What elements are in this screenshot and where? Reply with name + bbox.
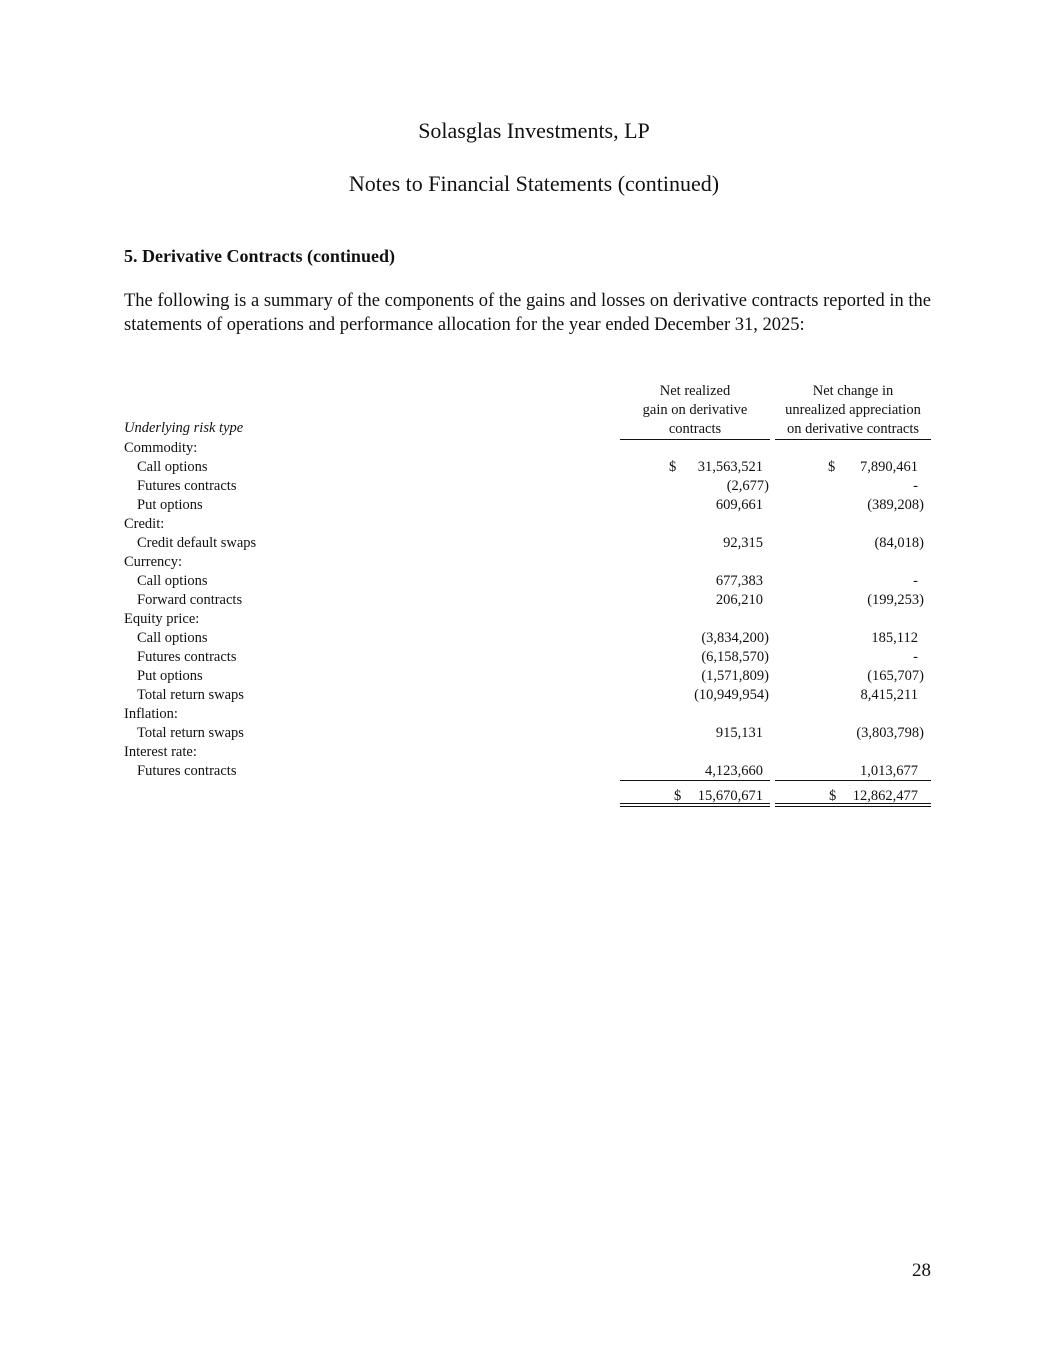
category-label: Commodity: — [124, 440, 198, 456]
section-heading: 5. Derivative Contracts (continued) — [124, 246, 395, 266]
realized-value: 609,661 — [715, 497, 763, 513]
col-header-unrealized-line: Net change in — [812, 383, 894, 399]
realized-value: 915,131 — [715, 725, 763, 741]
category-row — [124, 705, 931, 724]
table-row — [124, 534, 931, 553]
table-row — [124, 667, 931, 686]
summary-paragraph: The following is a summary of the components of the gains and losses on derivative contracts reported in the statements of operations and performance allocation for the year ended December 31, 2025: — [124, 291, 931, 335]
total-double-rule-realized — [620, 803, 770, 807]
col-header-realized — [620, 382, 770, 440]
subtotal-rule-unrealized — [775, 780, 931, 781]
category-row — [124, 743, 931, 762]
dollar-sign: $ — [828, 459, 836, 475]
realized-value: (1,571,809) — [701, 668, 769, 684]
col-header-realized-line: Net realized — [659, 383, 731, 399]
table-row — [124, 686, 931, 705]
unrealized-value: (165,707) — [867, 668, 924, 684]
instrument-label: Futures contracts — [137, 763, 237, 779]
instrument-label: Futures contracts — [137, 478, 237, 494]
risk-type-header: Underlying risk type — [124, 420, 244, 436]
unrealized-value: - — [913, 478, 918, 494]
table-row — [124, 648, 931, 667]
total-unrealized: 12,862,477 — [852, 788, 918, 804]
col-header-realized-line: gain on derivative — [642, 402, 748, 418]
instrument-label: Futures contracts — [137, 649, 237, 665]
realized-value: (3,834,200) — [701, 630, 769, 646]
page-number: 28 — [912, 1260, 931, 1281]
unrealized-value: 185,112 — [871, 630, 918, 646]
total-realized: 15,670,671 — [697, 788, 763, 804]
instrument-label: Forward contracts — [137, 592, 243, 608]
total-dollar-sign: $ — [829, 788, 837, 804]
category-row — [124, 515, 931, 534]
table-row — [124, 477, 931, 496]
table-row — [124, 724, 931, 743]
category-label: Currency: — [124, 554, 182, 570]
instrument-label: Call options — [137, 630, 208, 646]
table-row — [124, 591, 931, 610]
col-header-unrealized-line: unrealized appreciation — [785, 402, 921, 418]
total-dollar-sign: $ — [674, 788, 682, 804]
instrument-label: Call options — [137, 459, 208, 475]
unrealized-value: (84,018) — [874, 535, 924, 551]
instrument-label: Total return swaps — [137, 687, 244, 703]
realized-value: (10,949,954) — [694, 687, 769, 703]
document-subtitle: Notes to Financial Statements (continued) — [348, 171, 720, 196]
category-label: Interest rate: — [124, 744, 197, 760]
realized-value: 4,123,660 — [705, 763, 763, 779]
realized-value: (6,158,570) — [701, 649, 769, 665]
total-double-rule-unrealized — [775, 803, 931, 807]
category-label: Equity price: — [124, 611, 200, 627]
instrument-label: Total return swaps — [137, 725, 244, 741]
derivative-table-body — [124, 439, 931, 781]
instrument-label: Put options — [137, 668, 203, 684]
realized-value: (2,677) — [726, 478, 769, 494]
category-row — [124, 610, 931, 629]
unrealized-value: (3,803,798) — [856, 725, 924, 741]
realized-value: 92,315 — [723, 535, 763, 551]
table-row — [124, 496, 931, 515]
table-row — [124, 629, 931, 648]
col-header-unrealized-line: on derivative contracts — [786, 421, 920, 437]
unrealized-value: 8,415,211 — [860, 687, 918, 703]
unrealized-value: 7,890,461 — [860, 459, 918, 475]
instrument-label: Put options — [137, 497, 203, 513]
realized-value: 206,210 — [715, 592, 763, 608]
col-header-realized-line: contracts — [668, 421, 722, 437]
subtotal-rule-realized — [620, 780, 770, 781]
table-row — [124, 762, 931, 781]
instrument-label: Call options — [137, 573, 208, 589]
entity-name: Solasglas Investments, LP — [418, 118, 650, 143]
category-label: Credit: — [124, 516, 165, 532]
dollar-sign: $ — [669, 459, 677, 475]
category-row — [124, 439, 931, 458]
realized-value: 677,383 — [715, 573, 763, 589]
col-header-unrealized — [775, 382, 931, 440]
category-label: Inflation: — [124, 706, 178, 722]
realized-value: 31,563,521 — [697, 459, 763, 475]
table-row — [124, 572, 931, 591]
unrealized-value: 1,013,677 — [860, 763, 918, 779]
unrealized-value: - — [913, 649, 918, 665]
instrument-label: Credit default swaps — [137, 535, 257, 551]
category-row — [124, 553, 931, 572]
table-row — [124, 458, 931, 477]
unrealized-value: - — [913, 573, 918, 589]
unrealized-value: (389,208) — [867, 497, 924, 513]
unrealized-value: (199,253) — [867, 592, 924, 608]
